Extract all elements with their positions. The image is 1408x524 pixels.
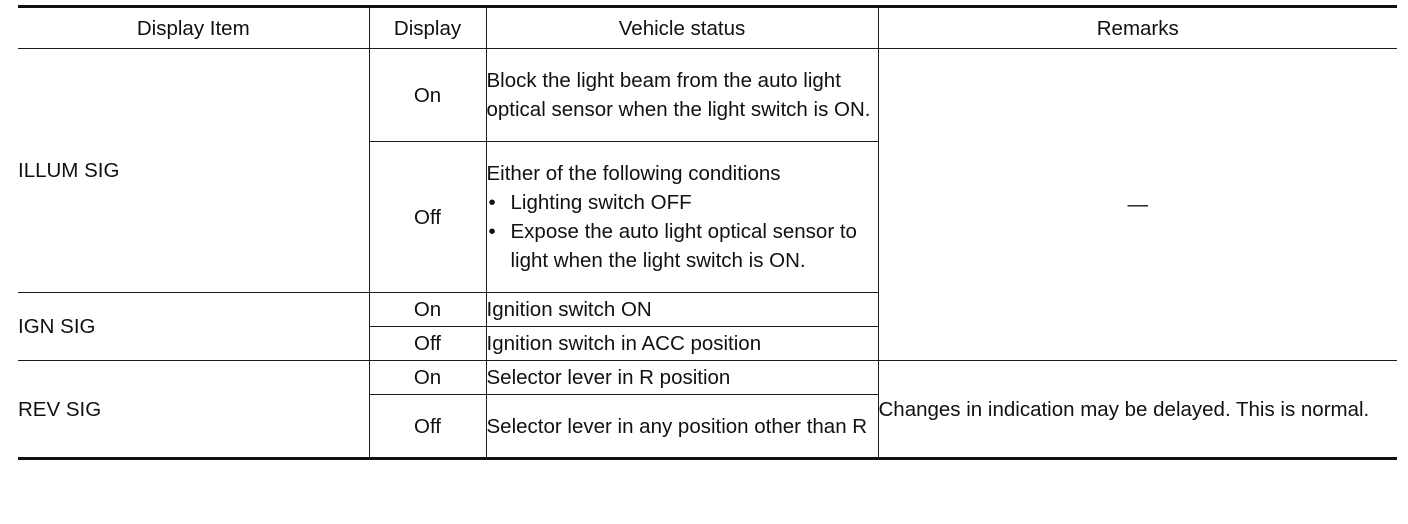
header-display: Display bbox=[369, 7, 486, 49]
display-value: Off bbox=[369, 395, 486, 459]
display-items-table bbox=[18, 5, 1397, 460]
header-display-item: Display Item bbox=[18, 7, 369, 49]
item-rev-sig: REV SIG bbox=[18, 361, 369, 459]
header-vehicle-status: Vehicle status bbox=[486, 7, 878, 49]
item-illum-sig: ILLUM SIG bbox=[18, 49, 369, 293]
list-item bbox=[487, 188, 878, 217]
vehicle-status-cell: Block the light beam from the auto light optical sensor when the light switch is ON. bbox=[486, 49, 878, 142]
vehicle-status-cell: Selector lever in R position bbox=[486, 361, 878, 395]
item-ign-sig: IGN SIG bbox=[18, 293, 369, 361]
display-value: Off bbox=[369, 142, 486, 293]
bullet-icon: • bbox=[488, 191, 496, 214]
vehicle-status-cell: Ignition switch in ACC position bbox=[486, 327, 878, 361]
condition-text: Expose the auto light optical sensor to light when the light switch is ON. bbox=[510, 220, 857, 272]
table-row bbox=[18, 49, 1397, 142]
display-value: On bbox=[369, 49, 486, 142]
remark-none: — bbox=[878, 49, 1397, 361]
table-header-row bbox=[18, 7, 1397, 49]
display-value: On bbox=[369, 293, 486, 327]
condition-list bbox=[487, 188, 878, 275]
display-value: On bbox=[369, 361, 486, 395]
vehicle-status-cell bbox=[486, 142, 878, 293]
display-value: Off bbox=[369, 327, 486, 361]
table-row bbox=[18, 361, 1397, 395]
vehicle-status-cell: Selector lever in any position other than R bbox=[486, 395, 878, 459]
header-remarks: Remarks bbox=[878, 7, 1397, 49]
condition-text: Lighting switch OFF bbox=[510, 191, 692, 214]
remark-rev-sig: Changes in indication may be delayed. This is normal. bbox=[878, 361, 1397, 459]
bullet-icon: • bbox=[488, 220, 496, 243]
vehicle-status-cell: Ignition switch ON bbox=[486, 293, 878, 327]
status-intro: Either of the following conditions bbox=[486, 162, 781, 185]
list-item bbox=[487, 217, 878, 275]
